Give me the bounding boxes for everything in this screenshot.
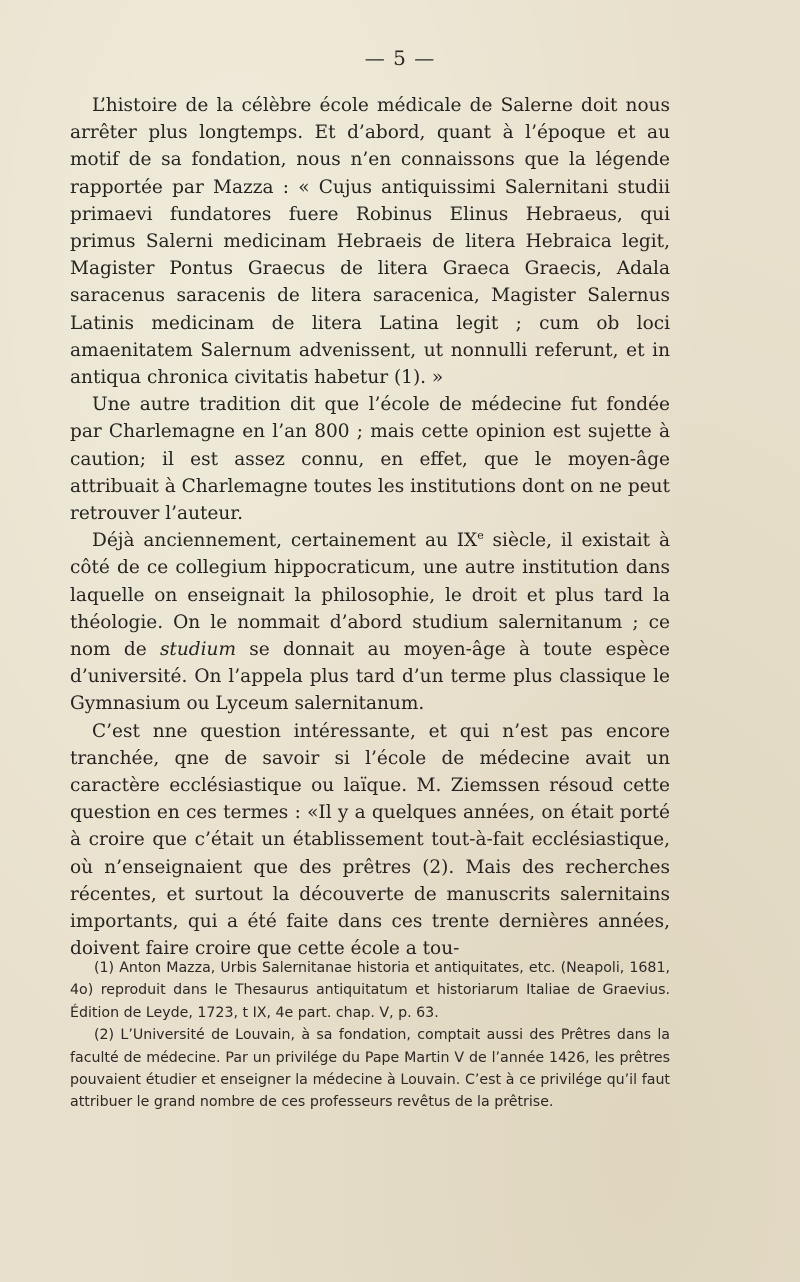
paragraph-charlemagne-tradition: Une autre tradition dit que l’école de médecine fut fondée par Charlemagne en l’an 800 ; mais cette opinion est sujette à caution; il est assez connu, en effet, que le moyen-âge attribuait à Charlemagne toutes les institutions dont on ne peut retrouver l’auteur. xyxy=(70,394,670,525)
paragraph-ecclesiastical-question: C’est nne question intéressante, et qui n’est pas encore tranchée, qne de savoir si l’école de médecine avait un caractère ecclésiastique ou laïque. M. Ziemssen résoud cette question en ces termes : «Il y a quelques années, on était porté à croire que c’était un établissement tout-à-fait ecclésiastique, où n’enseignaient que des prêtres (2). Mais des recherches récentes, et surtout la découverte de manuscrits salernitains importants, qui a été faite dans ces trente dernières années, doivent faire croire que cette école a tou- xyxy=(70,720,670,960)
paragraph-studium-part-1: Déjà anciennement, certainement au IX xyxy=(92,530,478,552)
paragraph-studium-part-3: se donnait au moyen-âge à toute espèce d’université. On l’appela plus tard d’un terme plus classique le Gymnasium ou Lyceum salernitanum. xyxy=(70,639,670,715)
footnote-2: (2) L’Université de Louvain, à sa fondation, comptait aussi des Prêtres dans la faculté de médecine. Par un privilége du Pape Martin V de l’année 1426, les prêtres pouvaient étudier et enseigner la médecine à Louvain. C’est à ce privilége qu’il faut attribuer le grand nombre de ces professeurs revêtus de la prêtrise. xyxy=(70,1027,670,1111)
page-number: — 5 — xyxy=(364,46,436,70)
paragraph-studium-salernitanum xyxy=(70,527,670,717)
paragraph-studium-part-2: siècle, il existait à côté de ce collegium hippocraticum, une autre institution dans laquelle on enseignait la philosophie, le droit et plus tard la théologie. On le nommait d’abord studium salernitanum ; ce nom de xyxy=(70,530,670,661)
century-superscript: e xyxy=(477,529,484,543)
footnote-1: (1) Anton Mazza, Urbis Salernitanae historia et antiquitates, etc. (Neapoli, 1681, 4o) reproduit dans le Thesaurus antiquitatum et historiarum Italiae de Graevius. Édition de Leyde, 1723, t IX, 4e part. chap. V, p. 63. xyxy=(70,960,670,1021)
body-text xyxy=(70,92,670,963)
paragraph-salerne-history: L’histoire de la célèbre école médicale de Salerne doit nous arrêter plus longtemps. Et d’abord, quant à l’époque et au motif de sa fondation, nous n’en connaissons que la légende rapportée par Mazza : « Cujus antiquissimi Salernitani studii primaevi fundatores fuere Robinus Elinus Hebraeus, qui primus Salerni medicinam Hebraeis de litera Hebraica legit, Magister Pontus Graecus de litera Graeca Graecis, Adala saracenus saracenis de litera saracenica, Magister Salernus Latinis medicinam de litera Latina legit ; cum ob loci amaenitatem Salernum advenissent, ut nonnulli referunt, et in antiqua chronica civitatis habetur (1). » xyxy=(70,95,670,389)
italic-studium: studium xyxy=(159,639,236,661)
footnotes xyxy=(70,957,670,1114)
